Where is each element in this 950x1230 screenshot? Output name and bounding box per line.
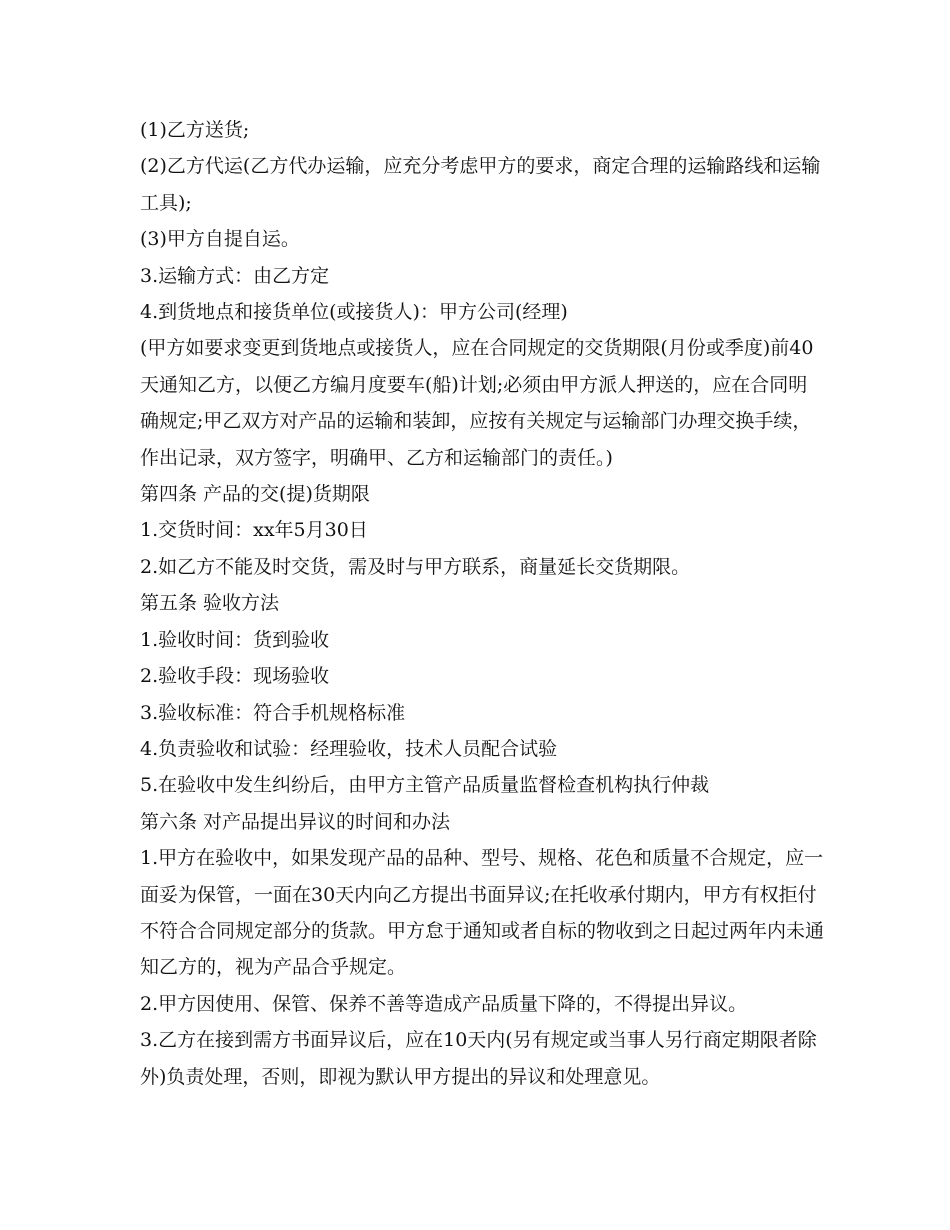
text-line: 面妥为保管，一面在30天内向乙方提出书面异议;在托收承付期内，甲方有权拒付 — [140, 883, 817, 906]
text-line: 1.甲方在验收中，如果发现产品的品种、型号、规格、花色和质量不合规定，应一 — [140, 847, 824, 870]
text-line: (1)乙方送货; — [140, 119, 250, 141]
text-line: 不符合合同规定部分的货款。甲方怠于通知或者自标的物收到之日起过两年内未通 — [140, 919, 825, 942]
text-line: 4.负责验收和试验：经理验收，技术人员配合试验 — [140, 737, 558, 760]
text-line: 3.运输方式：由乙方定 — [140, 264, 330, 287]
text-line: (2)乙方代运(乙方代办运输，应充分考虑甲方的要求，商定合理的运输路线和运输 — [140, 155, 821, 178]
text-line: 1.交货时间：xx年5月30日 — [140, 519, 368, 542]
text-line: 知乙方的，视为产品合乎规定。 — [140, 956, 407, 979]
document-page — [140, 112, 825, 1095]
text-line: 工具); — [140, 191, 192, 214]
section-heading: 第五条 验收方法 — [140, 592, 280, 615]
section-heading: 第四条 产品的交(提)货期限 — [140, 483, 370, 506]
text-line: 2.验收手段：现场验收 — [140, 665, 330, 688]
text-line: 3.乙方在接到需方书面异议后，应在10天内(另有规定或当事人另行商定期限者除 — [140, 1029, 817, 1052]
text-line: 1.验收时间：货到验收 — [140, 628, 330, 651]
text-line: 作出记录，双方签字，明确甲、乙方和运输部门的责任。) — [140, 446, 613, 469]
text-line: (甲方如要求变更到货地点或接货人，应在合同规定的交货期限(月份或季度)前40 — [140, 337, 814, 360]
text-line: 天通知乙方，以便乙方编月度要车(船)计划;必须由甲方派人押送的，应在合同明 — [140, 373, 808, 396]
text-line: 确规定;甲乙双方对产品的运输和装卸，应按有关规定与运输部门办理交换手续， — [140, 410, 812, 433]
text-line: 外)负责处理，否则，即视为默认甲方提出的异议和处理意见。 — [140, 1065, 661, 1088]
text-line: 5.在验收中发生纠纷后，由甲方主管产品质量监督检查机构执行仲裁 — [140, 774, 710, 797]
text-line: 4.到货地点和接货单位(或接货人)：甲方公司(经理) — [140, 301, 568, 324]
text-line: 2.甲方因使用、保管、保养不善等造成产品质量下降的，不得提出异议。 — [140, 992, 748, 1015]
text-line: (3)甲方自提自运。 — [140, 228, 300, 251]
section-heading: 第六条 对产品提出异议的时间和办法 — [140, 810, 451, 833]
text-line: 3.验收标准：符合手机规格标准 — [140, 701, 406, 724]
text-line: 2.如乙方不能及时交货，需及时与甲方联系，商量延长交货期限。 — [140, 555, 691, 578]
